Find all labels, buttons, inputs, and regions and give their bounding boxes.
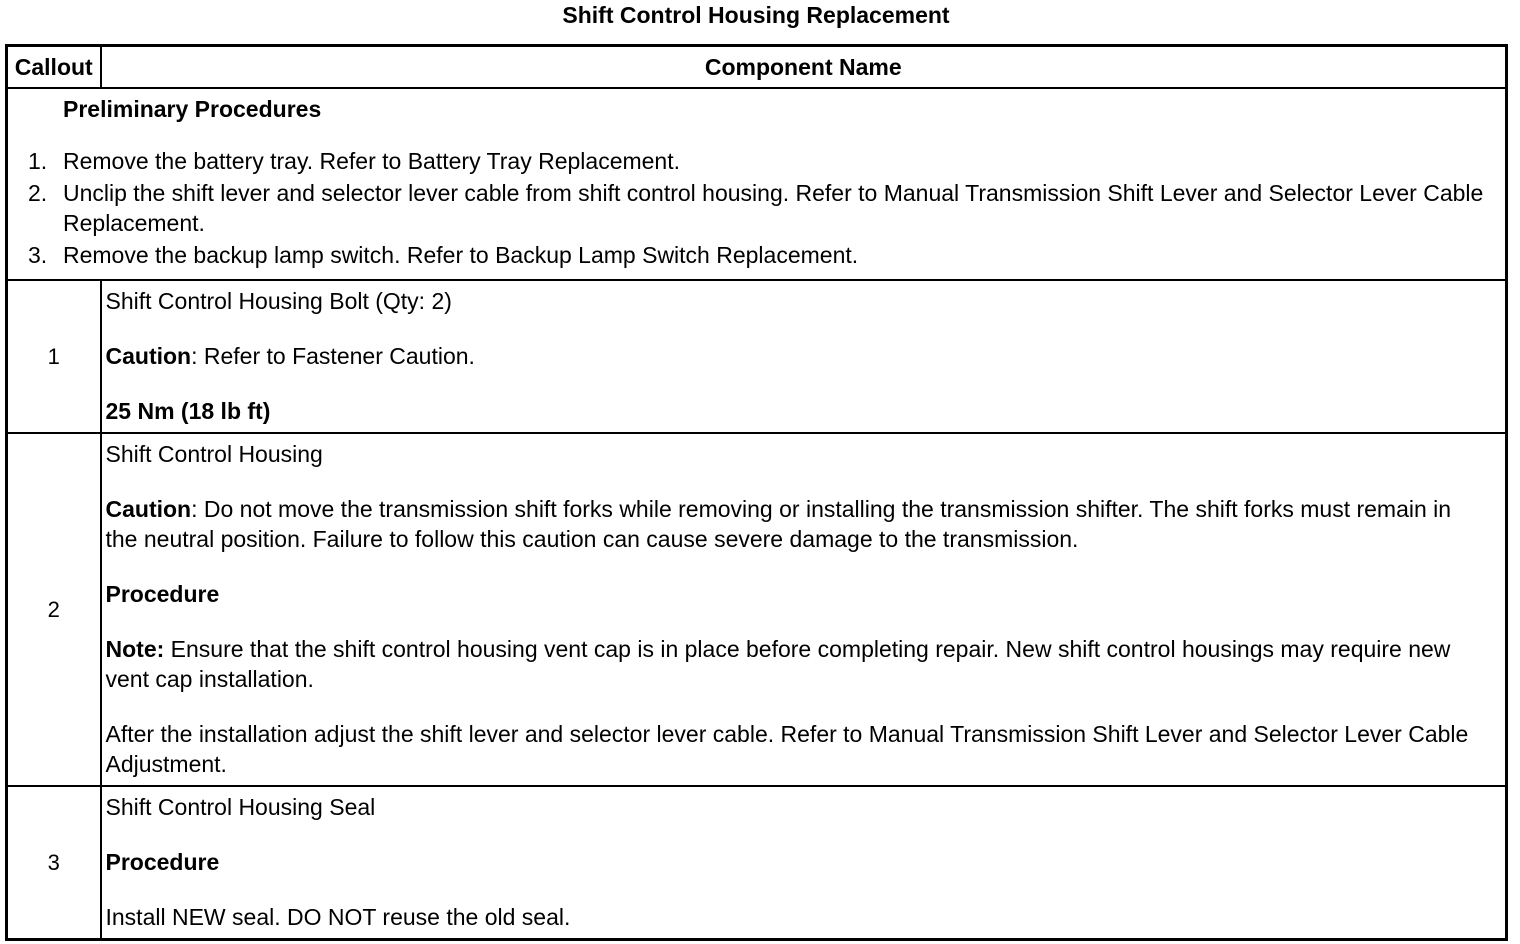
preliminary-steps bbox=[8, 146, 1505, 270]
preliminary-row bbox=[7, 88, 1507, 280]
list-item bbox=[8, 146, 1505, 176]
instruction-text: Install NEW seal. DO NOT reuse the old seal. bbox=[105, 904, 571, 930]
preliminary-cell bbox=[7, 88, 1507, 280]
component-name: Shift Control Housing Seal bbox=[105, 794, 376, 820]
component-table bbox=[5, 44, 1508, 941]
header-callout: Callout bbox=[7, 46, 101, 89]
note-label: Note: bbox=[105, 636, 165, 662]
caution-label: Caution bbox=[105, 343, 192, 369]
table-row bbox=[7, 433, 1507, 786]
component-cell bbox=[101, 786, 1507, 940]
component-cell bbox=[101, 280, 1507, 433]
step-text: Remove the backup lamp switch. Refer to Backup Lamp Switch Replacement. bbox=[63, 242, 859, 268]
list-item bbox=[8, 178, 1505, 238]
caution-label: Caution bbox=[105, 496, 192, 522]
step-number: 2. bbox=[28, 180, 48, 206]
callout-number: 1 bbox=[7, 280, 101, 433]
component-name: Shift Control Housing Bolt (Qty: 2) bbox=[105, 288, 452, 314]
caution-body: : Refer to Fastener Caution. bbox=[191, 343, 475, 369]
step-text: Remove the battery tray. Refer to Battery Tray Replacement. bbox=[63, 148, 681, 174]
step-number: 3. bbox=[28, 242, 48, 268]
table-header-row bbox=[7, 46, 1507, 89]
list-item bbox=[8, 240, 1505, 270]
caution-text bbox=[106, 494, 1486, 554]
table-row bbox=[7, 280, 1507, 433]
procedure-heading: Procedure bbox=[105, 581, 220, 607]
step-number: 1. bbox=[28, 148, 48, 174]
torque-spec: 25 Nm (18 lb ft) bbox=[105, 398, 271, 424]
caution-body: : Do not move the transmission shift forks while removing or installing the transmission shifter. The shift forks must remain in the neutral position. Failure to follow this caution can cause severe damage to the transmission. bbox=[105, 496, 1452, 552]
table-row bbox=[7, 786, 1507, 940]
callout-number: 2 bbox=[7, 433, 101, 786]
component-name: Shift Control Housing bbox=[105, 441, 323, 467]
after-install-text: After the installation adjust the shift lever and selector lever cable. Refer to Manual Transmission Shift Lever and Selector Lever Cable Adjustment. bbox=[105, 721, 1469, 777]
preliminary-heading: Preliminary Procedures bbox=[63, 96, 322, 122]
page-title: Shift Control Housing Replacement bbox=[562, 2, 950, 28]
step-text: Unclip the shift lever and selector lever cable from shift control housing. Refer to Manual Transmission Shift Lever and Selector Lever Cable Replacement. bbox=[63, 180, 1484, 236]
note-body: Ensure that the shift control housing vent cap is in place before completing repair. New shift control housings may require new vent cap installation. bbox=[105, 636, 1451, 692]
header-component-name: Component Name bbox=[101, 46, 1507, 89]
note-text bbox=[106, 634, 1486, 694]
callout-number: 3 bbox=[7, 786, 101, 940]
procedure-heading: Procedure bbox=[105, 849, 220, 875]
component-cell bbox=[101, 433, 1507, 786]
caution-text bbox=[106, 341, 1486, 371]
